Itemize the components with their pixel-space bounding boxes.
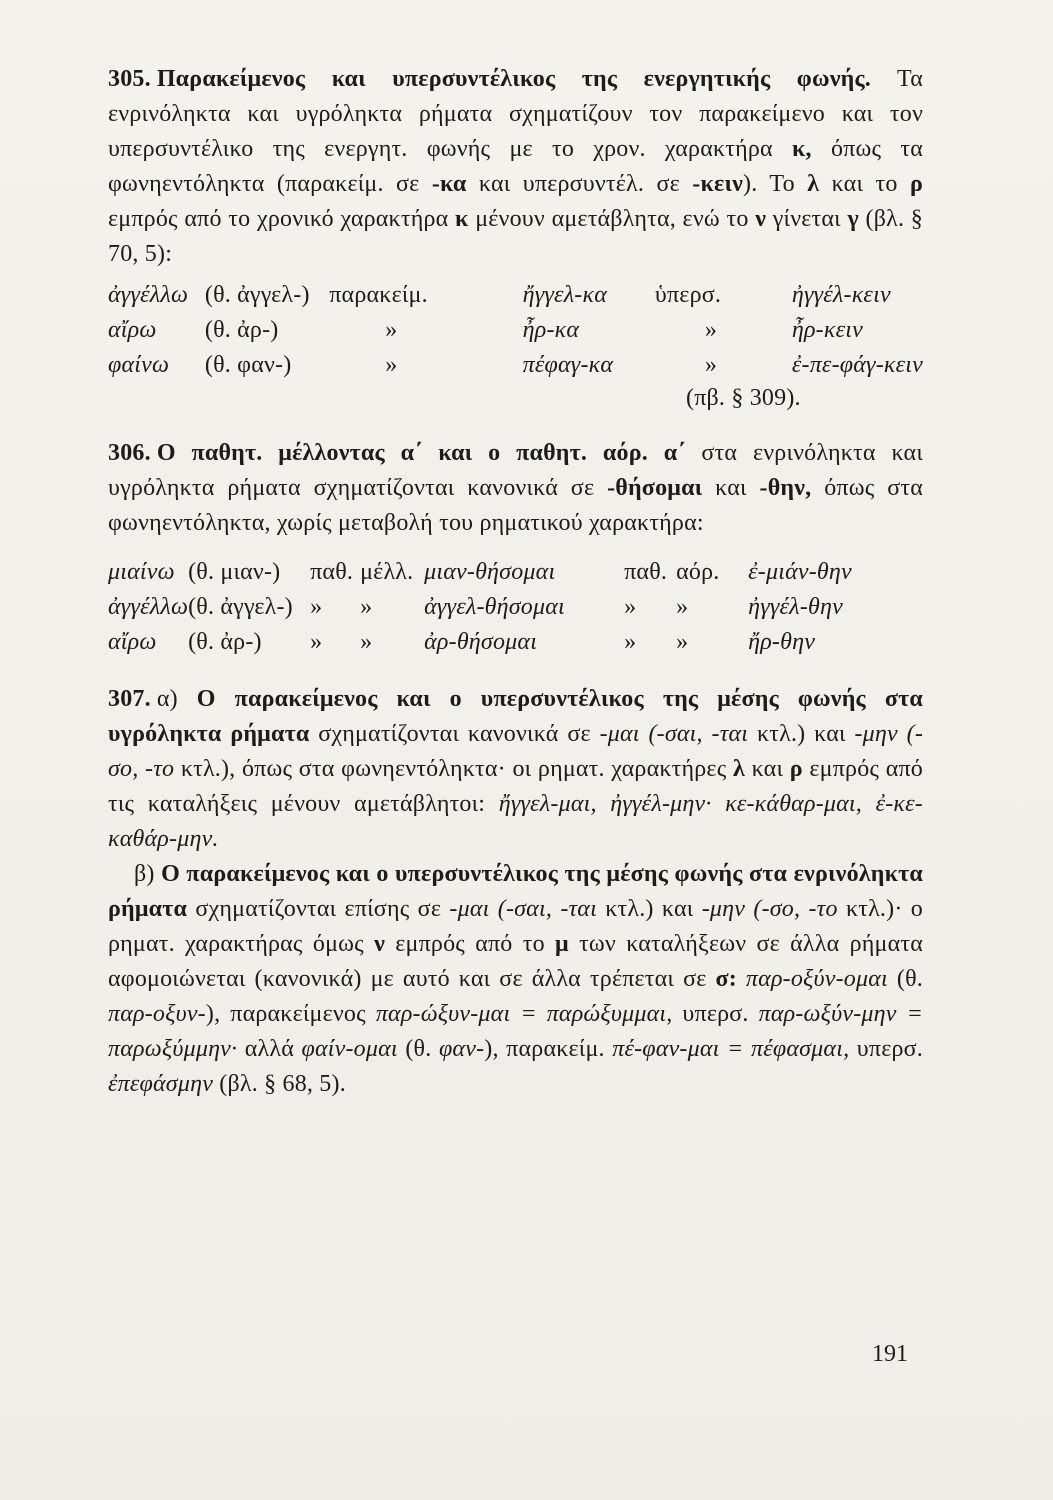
- bold-letter: λ: [807, 171, 820, 197]
- section-305-title: Παρακείμενος και υπερσυντέλικος της ενεργητικής φωνής.: [156, 66, 871, 92]
- example-row: [108, 555, 852, 590]
- section-307b-title: Ο παρακείμενος και ο υπερσυντέλικος της μέσης φωνής στα ενρινόληκτα ρήματα: [108, 861, 923, 922]
- text-run: μένουν αμετάβλητα, ενώ το: [468, 206, 756, 232]
- stem: (θ. ἀρ-): [188, 629, 262, 655]
- text-run: ), παρακείμενος: [205, 1001, 376, 1027]
- bold-letter: ν: [374, 931, 386, 957]
- bold-ending: -θήσομαι: [607, 475, 703, 501]
- stem: (θ. ἀγγελ-): [188, 594, 293, 620]
- form: ἠγγέλ-κειν: [791, 282, 891, 308]
- verb: αἴρω: [108, 317, 157, 343]
- bold-letter: λ: [733, 756, 745, 782]
- bold-letter: ρ: [909, 171, 923, 197]
- text-run: (θ.: [397, 1036, 439, 1062]
- example-row: [108, 278, 923, 313]
- bold-letter: γ: [847, 206, 859, 232]
- verb: φαίνω: [108, 352, 170, 378]
- section-306-text: [108, 436, 923, 541]
- stem: (θ. φαν-): [204, 352, 292, 378]
- form: ἤγγελ-κα: [522, 282, 608, 308]
- tense-label: παρακείμ.: [329, 282, 428, 308]
- example-row: [108, 590, 852, 625]
- text-run: εμπρός από το: [385, 931, 556, 957]
- cross-reference: (πβ. § 309).: [686, 385, 801, 411]
- item-label: α): [156, 686, 178, 712]
- text-run: και το: [819, 171, 910, 197]
- italic-example: φαίν-ομαι: [301, 1036, 398, 1062]
- italic-ending: -μην (-σο, -το: [701, 896, 838, 922]
- ditto-mark: »: [360, 594, 373, 620]
- ditto-mark: »: [624, 629, 637, 655]
- ditto-mark: »: [624, 594, 637, 620]
- bold-letter: κ,: [792, 136, 812, 162]
- text-run: αλλά: [237, 1036, 302, 1062]
- italic-example: ἐπεφάσμην: [108, 1071, 214, 1097]
- ditto-mark: »: [676, 629, 689, 655]
- bold-ending: -θην,: [759, 475, 812, 501]
- text-run: όπως τα φωνηεντόληκτα (παρακείμ. σε: [108, 136, 923, 197]
- text-run: όπως στα φωνηεντόληκτα, χωρίς μεταβολή του ρηματικού χαρακτήρα:: [108, 475, 924, 536]
- stem: (θ. μιαν-): [188, 559, 281, 585]
- section-306-title: Ο παθητ. μέλλοντας α΄ και ο παθητ. αόρ. α΄: [156, 440, 686, 466]
- item-label: β): [134, 861, 155, 887]
- text-run: σχηματίζονται επίσης σε: [187, 896, 450, 922]
- form: ἐ-μιάν-θην: [748, 559, 852, 585]
- text-run: ). Το: [743, 171, 808, 197]
- italic-ending: -μαι (-σαι, -ται: [449, 896, 597, 922]
- text-run: εμπρός από τις καταλήξεις μένουν αμετάβλητοι:: [108, 756, 923, 817]
- tense-label: παθ.: [624, 559, 668, 585]
- text-run: κτλ.) και: [596, 896, 702, 922]
- page-content: [108, 62, 923, 1102]
- bold-letter: ρ: [789, 756, 803, 782]
- ditto-mark: »: [704, 352, 718, 378]
- section-307a-title: Ο παρακείμενος και ο υπερσυντέλικος της μέσης φωνής στα υγρόληκτα ρήματα: [108, 686, 923, 747]
- bold-ending: -κειν: [692, 171, 744, 197]
- text-run: (θ.: [887, 966, 923, 992]
- bold-letter: σ:: [715, 966, 737, 992]
- verb: μιαίνω: [108, 559, 175, 585]
- bold-letter: ν: [755, 206, 767, 232]
- text-run: και: [745, 756, 790, 782]
- ditto-mark: »: [310, 629, 323, 655]
- form: ἐ-πε-φάγ-κειν: [791, 352, 923, 378]
- page-number: 191: [872, 1341, 908, 1367]
- section-307b-text: [108, 857, 923, 1102]
- form: ἀρ-θήσομαι: [424, 629, 538, 655]
- tense-label: παθ.: [310, 559, 354, 585]
- tense-label: αόρ.: [676, 559, 720, 585]
- bold-letter: κ: [455, 206, 469, 232]
- verb: αἴρω: [108, 629, 157, 655]
- text-run: κτλ.)· ο ρηματ. χαρακτήρας όμως: [108, 896, 923, 957]
- text-run: των καταλήξεων σε άλλα ρήματα αφομοιώνεται (κανονικά) με αυτό και σε άλλα τρέπεται σε: [108, 931, 923, 992]
- text-run: γίνεται: [766, 206, 848, 232]
- tense-label: ὑπερσ.: [654, 282, 722, 308]
- italic-example: ἤγγελ-μαι, ἠγγέλ-μην· κε-κάθαρ-μαι, ἐ-κε-καθάρ-μην.: [108, 791, 923, 852]
- example-row: [108, 625, 852, 660]
- text-run: σχηματίζονται κανονικά σε: [309, 721, 600, 747]
- text-run: (βλ. § 70, 5):: [108, 206, 924, 267]
- form: πέφαγ-κα: [522, 352, 614, 378]
- text-run: κτλ.), όπως στα φωνηεντόληκτα· οι ρηματ. χαρακτήρες: [174, 756, 733, 782]
- form: ἠγγέλ-θην: [748, 594, 843, 620]
- bold-letter: μ: [555, 931, 569, 957]
- form: ἀγγελ-θήσομαι: [424, 594, 565, 620]
- section-307a-text: [108, 682, 923, 857]
- italic-ending: -μαι (-σαι, -ται: [599, 721, 749, 747]
- section-306-number: 306.: [108, 440, 151, 466]
- stem: (θ. ἀρ-): [204, 317, 279, 343]
- form: μιαν-θήσομαι: [424, 559, 556, 585]
- text-run: κτλ.) και: [748, 721, 855, 747]
- ditto-mark: »: [385, 352, 398, 378]
- example-row: [108, 313, 923, 348]
- italic-example: πέ-φαν-μαι = πέφασμαι,: [612, 1036, 850, 1062]
- stem: (θ. ἀγγελ-): [204, 282, 310, 308]
- text-run: (βλ. § 68, 5).: [213, 1071, 346, 1097]
- ditto-mark: »: [360, 629, 373, 655]
- text-run: στα ενρινόληκτα και υγρόληκτα ρήματα σχηματίζονται κανονικά σε: [108, 440, 923, 501]
- section-305-text: [108, 62, 923, 272]
- text-run: και υπερσυντέλ. σε: [466, 171, 693, 197]
- bold-ending: -κα: [431, 171, 467, 197]
- verb: ἀγγέλλω: [108, 282, 189, 308]
- section-307-number: 307.: [108, 686, 151, 712]
- form: ἦρ-κειν: [791, 317, 863, 343]
- ditto-mark: »: [704, 317, 718, 343]
- italic-ending: -μην (-σο, -το: [108, 721, 924, 782]
- ditto-mark: »: [310, 594, 323, 620]
- text-run: Τα ενρινόληκτα και υγρόληκτα ρήματα σχηματίζουν τον παρακείμενο και τον υπερσυντέλικο της ενεργητ. φωνής με το χρον. χαρακτήρα: [108, 66, 923, 162]
- section-306-examples: [108, 555, 852, 660]
- italic-example: παρ-ωξύν-μην = παρωξύμμην·: [108, 1001, 923, 1062]
- form: ἤρ-θην: [748, 629, 816, 655]
- ditto-mark: »: [385, 317, 398, 343]
- form: ἦρ-κα: [522, 317, 580, 343]
- text-run: ), παρακείμ.: [484, 1036, 613, 1062]
- text-run: εμπρός από το χρονικό χαρακτήρα: [108, 206, 456, 232]
- italic-example: φαν-: [438, 1036, 485, 1062]
- italic-example: παρ-ώξυν-μαι = παρώξυμμαι,: [375, 1001, 673, 1027]
- verb: ἀγγέλλω: [108, 594, 189, 620]
- text-run: υπερσ.: [672, 1001, 759, 1027]
- example-row: [108, 348, 923, 383]
- italic-example: παρ-οξυν-: [108, 1001, 206, 1027]
- ditto-mark: »: [676, 594, 689, 620]
- italic-example: παρ-οξύν-ομαι: [736, 966, 888, 992]
- text-run: και: [702, 475, 760, 501]
- tense-label: μέλλ.: [360, 559, 414, 585]
- section-305-number: 305.: [108, 66, 151, 92]
- section-305-examples: [108, 278, 923, 383]
- text-run: υπερσ.: [849, 1036, 923, 1062]
